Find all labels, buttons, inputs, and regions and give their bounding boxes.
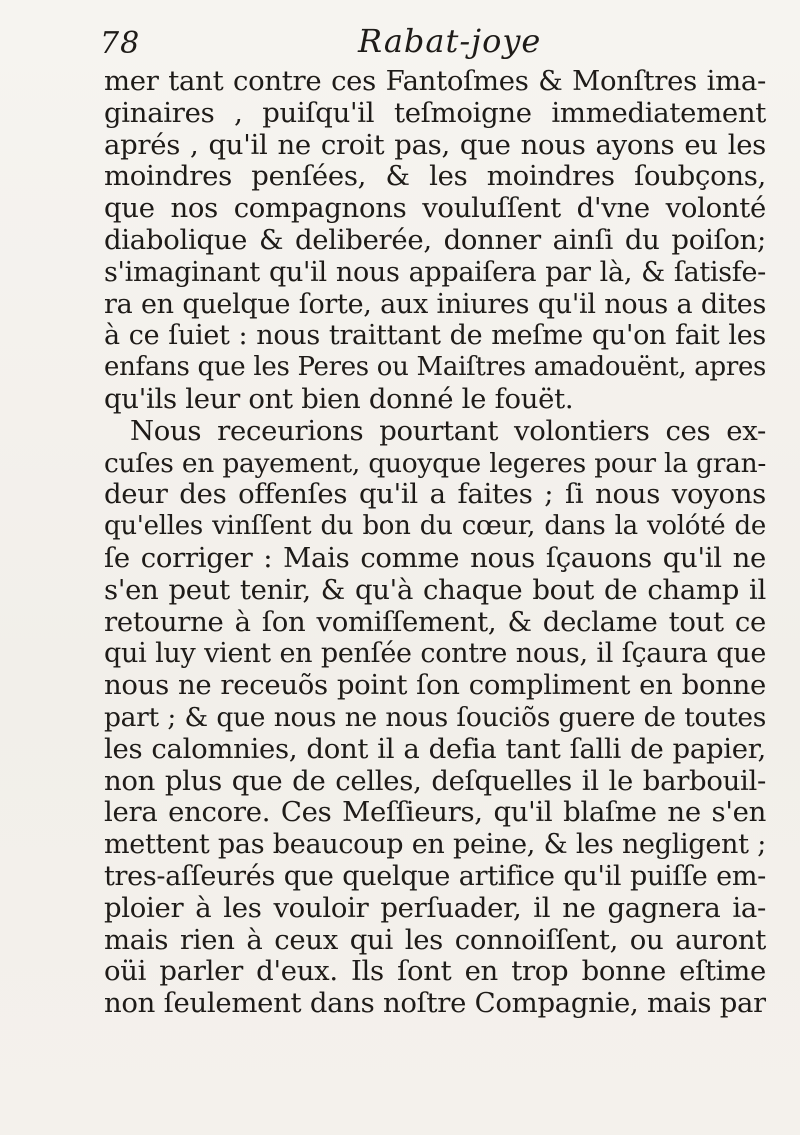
text-line: ſe corriger : Mais comme nous ſçauons qu'il ne xyxy=(104,542,766,574)
text-line: à ce ſuiet : nous traittant de meſme qu'on fait les xyxy=(104,320,766,352)
text-line: cuſes en payement, quoyque legeres pour la gran- xyxy=(104,447,766,479)
text-line: ginaires , puiſqu'il teſmoigne immediatement xyxy=(104,97,766,129)
page-number: 78 xyxy=(100,26,141,61)
text-line: oüi parler d'eux. Ils ſont en trop bonne eſtime xyxy=(104,956,766,988)
text-line: diabolique & deliberée, donner ainſi du poiſon; xyxy=(104,224,766,256)
text-line: deur des offenſes qu'il a faites ; ſi nous voyons xyxy=(104,479,766,511)
text-line: que nos compagnons vouluſſent d'vne volonté xyxy=(104,193,766,225)
text-line: enfans que les Peres ou Maiſtres amadouënt, apres xyxy=(104,352,766,383)
text-line: nous ne receuõs point ſon compliment en bonne xyxy=(104,670,766,702)
text-line: s'imaginant qu'il nous appaiſera par là, & ſatisfe- xyxy=(104,256,766,288)
text-line: tres-aſſeurés que quelque artifice qu'il puiſſe em- xyxy=(104,860,766,892)
text-line: aprés , qu'il ne croit pas, que nous ayons eu les xyxy=(104,129,766,161)
page-header xyxy=(100,22,760,68)
text-line: lera encore. Ces Meſſieurs, qu'il blaſme ne s'en xyxy=(104,797,766,829)
running-head: Rabat-joye xyxy=(358,22,542,60)
text-line: qu'elles vinſſent du bon du cœur, dans la volóté de xyxy=(104,511,766,542)
text-line: les calomnies, dont il a defia tant ſalli de papier, xyxy=(104,733,766,765)
text-line: mettent pas beaucoup en peine, & les negligent ; xyxy=(104,829,766,861)
text-line: ploier à les vouloir perſuader, il ne gagnera ia- xyxy=(104,892,766,924)
body-text xyxy=(104,66,766,1020)
text-line: s'en peut tenir, & qu'à chaque bout de champ il xyxy=(104,574,766,606)
paragraph-first-line: Nous receurions pourtant volontiers ces ex- xyxy=(130,415,766,447)
text-line: qu'ils leur ont bien donné le fouët. xyxy=(104,383,574,415)
text-line: moindres penſées, & les moindres ſoubçons, xyxy=(104,161,766,193)
text-line: qui luy vient en penſée contre nous, il ſçaura que xyxy=(104,638,766,670)
text-line: mais rien à ceux qui les connoiſſent, ou auront xyxy=(104,924,766,956)
text-line: ra en quelque ſorte, aux iniures qu'il nous a dites xyxy=(104,288,766,320)
text-line: non plus que de celles, deſquelles il le barbouil- xyxy=(104,765,766,797)
text-line: retourne à ſon vomiſſement, & declame tout ce xyxy=(104,606,766,638)
text-line: non ſeulement dans noſtre Compagnie, mais par xyxy=(104,988,766,1020)
text-line: mer tant contre ces Fantoſmes & Monſtres ima- xyxy=(104,66,766,97)
text-line: part ; & que nous ne nous ſouciõs guere de toutes xyxy=(104,701,766,733)
